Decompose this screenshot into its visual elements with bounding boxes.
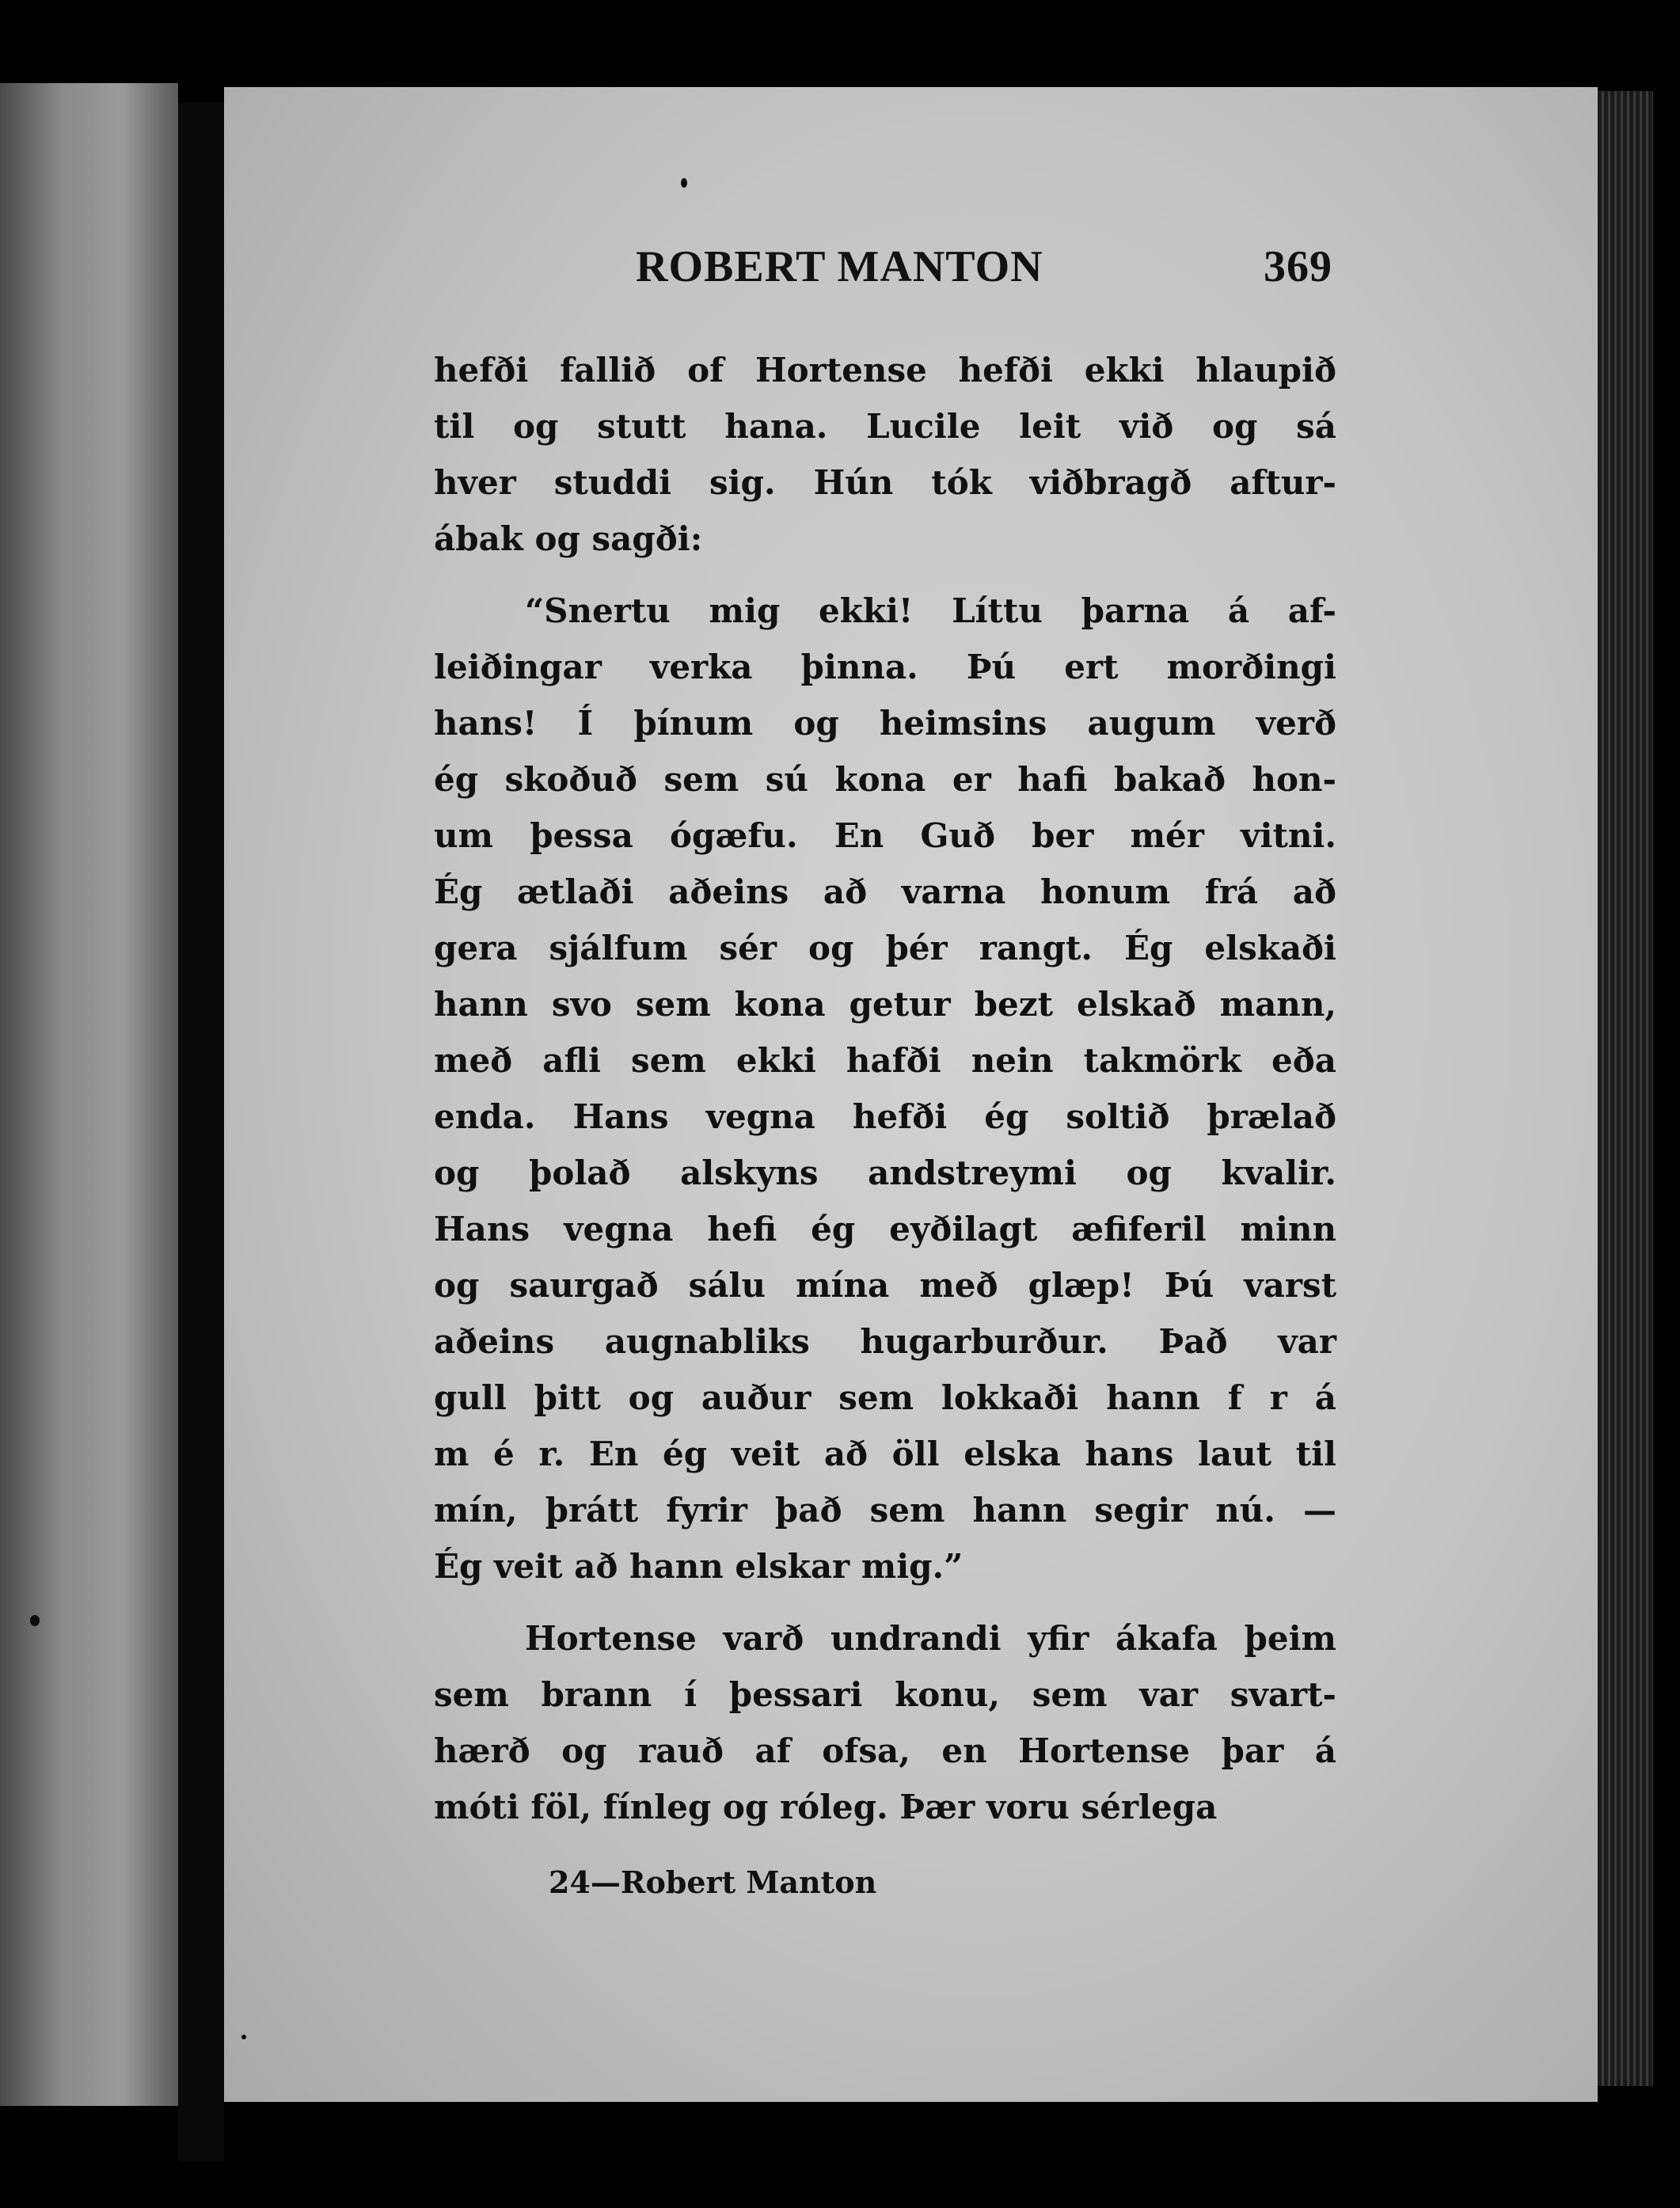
- text-line: mín, þrátt fyrir það sem hann segir nú. —: [434, 1491, 1336, 1530]
- text-line: og þolað alskyns andstreymi og kvalir.: [434, 1153, 1336, 1192]
- paragraph-gap: [434, 1594, 1336, 1610]
- paragraph-gap: [434, 567, 1336, 583]
- text-line: Hans vegna hefi ég eyðilagt æfiferil minn: [434, 1210, 1336, 1248]
- text-line: ég skoðuð sem sú kona er hafi bakað hon-: [434, 760, 1336, 799]
- text-line: hann svo sem kona getur bezt elskað mann,: [434, 985, 1336, 1024]
- page-number: 369: [1264, 242, 1332, 291]
- left-page-edge: [0, 83, 178, 2106]
- text-line: “Snertu mig ekki! Líttu þarna á af-: [525, 591, 1336, 630]
- text-line: m é r. En ég veit að öll elska hans laut til: [434, 1435, 1336, 1473]
- text-line: Ég ætlaði aðeins að varna honum frá að: [434, 872, 1336, 911]
- text-line: aðeins augnabliks hugarburður. Það var: [434, 1322, 1336, 1361]
- text-line: sem brann í þessari konu, sem var svart-: [434, 1675, 1336, 1714]
- ink-speck: [241, 2035, 246, 2039]
- text-line: leiðingar verka þinna. Þú ert morðingi: [434, 648, 1336, 686]
- text-line: um þessa ógæfu. En Guð ber mér vitni.: [434, 816, 1336, 855]
- text-line: hver studdi sig. Hún tók viðbragð aftur-: [434, 463, 1336, 502]
- text-line: til og stutt hana. Lucile leit við og sá: [434, 407, 1336, 446]
- text-line: hærð og rauð af ofsa, en Hortense þar á: [434, 1731, 1336, 1770]
- ink-speck: [30, 1615, 40, 1626]
- page-stack-edge: [1598, 91, 1653, 2086]
- text-line: hefði fallið of Hortense hefði ekki hlaupið: [434, 351, 1336, 390]
- text-line: enda. Hans vegna hefði ég soltið þrælað: [434, 1097, 1336, 1136]
- body-text: [434, 342, 1336, 1835]
- text-line: móti föl, fínleg og róleg. Þær voru sérlega: [434, 1788, 1218, 1826]
- text-line: gull þitt og auður sem lokkaði hann f r á: [434, 1378, 1336, 1417]
- ink-speck: [681, 178, 687, 188]
- text-line: hans! Í þínum og heimsins augum verð: [434, 704, 1336, 743]
- text-line: ábak og sagði:: [434, 519, 703, 558]
- text-line: gera sjálfum sér og þér rangt. Ég elskaði: [434, 929, 1336, 967]
- text-line: Ég veit að hann elskar mig.”: [434, 1547, 964, 1586]
- running-head-title: ROBERT MANTON: [636, 242, 1043, 291]
- book-gutter: [178, 103, 224, 2161]
- running-head: [636, 241, 1332, 305]
- text-line: og saurgað sálu mína með glæp! Þú varst: [434, 1266, 1336, 1305]
- signature-line: 24—Robert Manton: [549, 1864, 877, 1900]
- text-line: Hortense varð undrandi yfir ákafa þeim: [525, 1619, 1336, 1658]
- text-line: með afli sem ekki hafði nein takmörk eða: [434, 1041, 1336, 1080]
- paragraph: [434, 1610, 1336, 1835]
- paragraph: [434, 342, 1336, 567]
- paragraph: [434, 583, 1336, 1594]
